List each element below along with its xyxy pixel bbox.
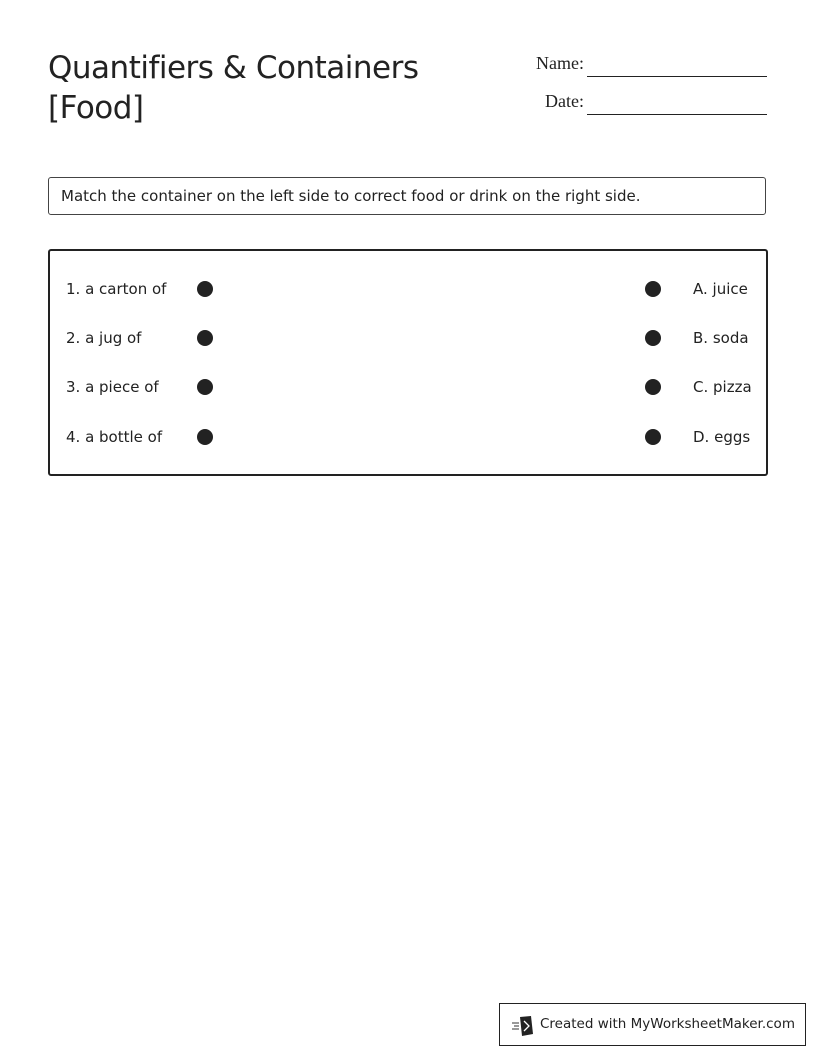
matching-box	[48, 249, 768, 476]
name-line[interactable]	[587, 76, 767, 77]
right-item: A. juice	[693, 280, 748, 298]
worksheet-title	[48, 48, 418, 128]
left-item: 3. a piece of	[66, 378, 159, 396]
footer-text: Created with MyWorksheetMaker.com	[540, 1016, 795, 1032]
match-row	[50, 375, 766, 399]
left-item: 2. a jug of	[66, 329, 142, 347]
match-row	[50, 277, 766, 301]
right-dot[interactable]	[645, 429, 661, 445]
left-dot[interactable]	[197, 429, 213, 445]
right-dot[interactable]	[645, 281, 661, 297]
title-line-2: [Food]	[48, 90, 144, 126]
footer-credit[interactable]	[499, 1003, 806, 1046]
right-dot[interactable]	[645, 379, 661, 395]
title-line-1: Quantifiers & Containers	[48, 50, 419, 86]
left-item: 1. a carton of	[66, 280, 167, 298]
date-label: Date:	[545, 91, 584, 111]
worksheet-logo-icon	[511, 1015, 535, 1037]
right-item: D. eggs	[693, 428, 751, 446]
instructions-box: Match the container on the left side to correct food or drink on the right side.	[48, 177, 766, 215]
right-item: B. soda	[693, 329, 749, 347]
left-dot[interactable]	[197, 330, 213, 346]
left-dot[interactable]	[197, 379, 213, 395]
date-line[interactable]	[587, 114, 767, 115]
name-label: Name:	[536, 53, 584, 73]
match-row	[50, 425, 766, 449]
left-item: 4. a bottle of	[66, 428, 163, 446]
right-dot[interactable]	[645, 330, 661, 346]
right-item: C. pizza	[693, 378, 752, 396]
match-row	[50, 326, 766, 350]
left-dot[interactable]	[197, 281, 213, 297]
